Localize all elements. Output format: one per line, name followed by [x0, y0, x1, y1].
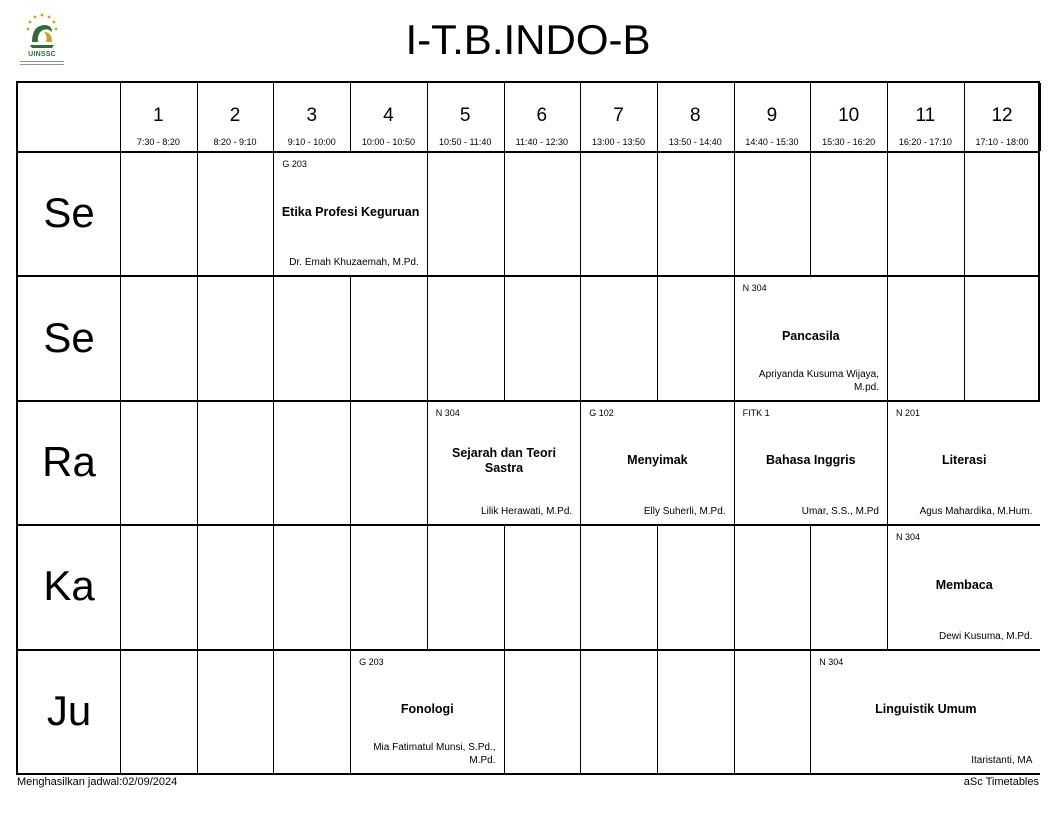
cell-divider: [657, 151, 658, 275]
period-time: 14:40 - 15:30: [745, 137, 799, 147]
period-number: 4: [383, 105, 394, 126]
period-time: 13:00 - 13:50: [592, 137, 646, 147]
cell-divider: [810, 151, 811, 275]
lesson-subject: Menyimak: [627, 453, 688, 468]
cell-divider: [350, 524, 351, 648]
cell-divider: [504, 275, 505, 399]
cell-divider: [810, 524, 811, 648]
lesson-subject: Bahasa Inggris: [765, 453, 856, 468]
lesson-subject: Pancasila: [781, 329, 840, 344]
lesson-teacher: Apriyanda Kusuma Wijaya, M.pd.: [758, 368, 879, 393]
day-label: Ra: [42, 438, 96, 485]
lesson-teacher: Lilik Herawati, M.Pd.: [481, 506, 573, 518]
cell-divider: [273, 649, 274, 773]
lesson-room: N 304: [819, 656, 844, 667]
period-number: 11: [915, 105, 936, 126]
lesson-room: G 203: [359, 656, 384, 667]
period-number: 9: [766, 105, 778, 126]
day-label: Se: [43, 189, 95, 237]
lesson-teacher: Umar, S.S., M.Pd: [801, 506, 879, 518]
period-time: 9:10 - 10:00: [287, 137, 336, 147]
lesson-cell[interactable]: [428, 402, 580, 524]
timetable-grid: [16, 81, 1040, 775]
cell-divider: [350, 400, 351, 524]
cell-divider: [657, 275, 658, 399]
cell-divider: [427, 524, 428, 648]
period-time: 11:40 - 12:30: [515, 137, 569, 147]
cell-divider: [197, 275, 198, 399]
period-time: 16:20 - 17:10: [898, 137, 952, 147]
period-time: 17:10 - 18:00: [975, 137, 1029, 147]
period-time: 10:00 - 10:50: [361, 137, 415, 147]
cell-divider: [504, 649, 505, 773]
lesson-cell[interactable]: [274, 153, 426, 275]
cell-divider: [734, 649, 735, 773]
lesson-room: G 203: [282, 159, 307, 169]
software-credit: aSc Timetables: [963, 776, 1039, 788]
cell-divider: [580, 151, 581, 275]
logo-wordmark: UINSSC: [28, 51, 56, 58]
lesson-room: N 304: [435, 407, 460, 418]
lesson-subject: Linguistik Umum: [875, 702, 977, 717]
lesson-room: FITK 1: [742, 407, 770, 418]
lesson-subject: Literasi: [941, 453, 987, 468]
day-label: Ju: [46, 686, 92, 734]
header-divider: [1040, 83, 1041, 151]
cell-divider: [427, 151, 428, 275]
lesson-room: N 201: [896, 407, 921, 418]
period-number: 10: [838, 105, 860, 126]
lesson-teacher: Mia Fatimatul Munsi, S.Pd., M.Pd.: [373, 741, 496, 766]
lesson-room: N 304: [742, 283, 767, 294]
cell-divider: [273, 400, 274, 524]
lesson-room: N 304: [896, 532, 921, 543]
cell-divider: [504, 524, 505, 648]
lesson-teacher: Dewi Kusuma, M.Pd.: [939, 630, 1033, 642]
cell-divider: [657, 649, 658, 773]
day-column-divider: [120, 83, 121, 773]
period-number: 6: [536, 105, 548, 126]
cell-divider: [350, 275, 351, 399]
period-time: 15:30 - 16:20: [822, 137, 876, 147]
header-row-divider: [18, 151, 1038, 153]
cell-divider: [887, 275, 888, 399]
cell-divider: [197, 400, 198, 524]
lesson-cell[interactable]: [735, 277, 887, 399]
day-label: Ka: [43, 562, 95, 610]
cell-divider: [197, 151, 198, 275]
lesson-cell[interactable]: [581, 402, 733, 524]
cell-divider: [504, 151, 505, 275]
period-number: 1: [153, 105, 164, 126]
cell-divider: [580, 275, 581, 399]
lesson-teacher: Elly Suherli, M.Pd.: [643, 506, 726, 518]
cell-divider: [427, 275, 428, 399]
lesson-teacher: Dr. Emah Khuzaemah, M.Pd.: [289, 257, 419, 269]
period-number: 5: [459, 105, 471, 126]
lesson-cell[interactable]: [811, 651, 1040, 773]
period-time: 8:20 - 9:10: [213, 137, 257, 147]
period-number: 8: [689, 105, 701, 126]
generated-date: Menghasilkan jadwal:02/09/2024: [17, 776, 178, 788]
cell-divider: [273, 275, 274, 399]
period-number: 3: [306, 105, 318, 126]
lesson-cell[interactable]: [351, 651, 503, 773]
cell-divider: [734, 151, 735, 275]
cell-divider: [964, 151, 965, 275]
lesson-cell[interactable]: [888, 402, 1040, 524]
period-time: 13:50 - 14:40: [668, 137, 722, 147]
cell-divider: [887, 151, 888, 275]
lesson-cell[interactable]: [888, 526, 1040, 648]
period-time: 10:50 - 11:40: [438, 137, 492, 147]
cell-divider: [197, 649, 198, 773]
period-time: 7:30 - 8:20: [136, 137, 180, 147]
lesson-subject: Membaca: [935, 577, 993, 592]
cell-divider: [734, 524, 735, 648]
day-row-divider: [18, 524, 1038, 526]
lesson-room: G 102: [589, 407, 614, 418]
lesson-teacher: Agus Mahardika, M.Hum.: [919, 506, 1033, 518]
cell-divider: [273, 524, 274, 648]
cell-divider: [580, 524, 581, 648]
period-number: 12: [991, 105, 1013, 126]
cell-divider: [657, 524, 658, 648]
cell-divider: [197, 524, 198, 648]
cell-divider: [580, 649, 581, 773]
day-label: Se: [43, 313, 95, 361]
lesson-subject: Etika Profesi Keguruan: [281, 204, 420, 219]
lesson-teacher: Itaristanti, MA: [971, 754, 1033, 766]
timetable-title: I-T.B.INDO-B: [405, 16, 651, 63]
lesson-subject: Fonologi: [400, 702, 454, 717]
period-number: 2: [229, 105, 241, 126]
lesson-subject: Sejarah dan Teori Sastra: [452, 445, 556, 475]
lesson-cell[interactable]: [735, 402, 887, 524]
cell-divider: [964, 275, 965, 399]
period-number: 7: [613, 105, 624, 126]
